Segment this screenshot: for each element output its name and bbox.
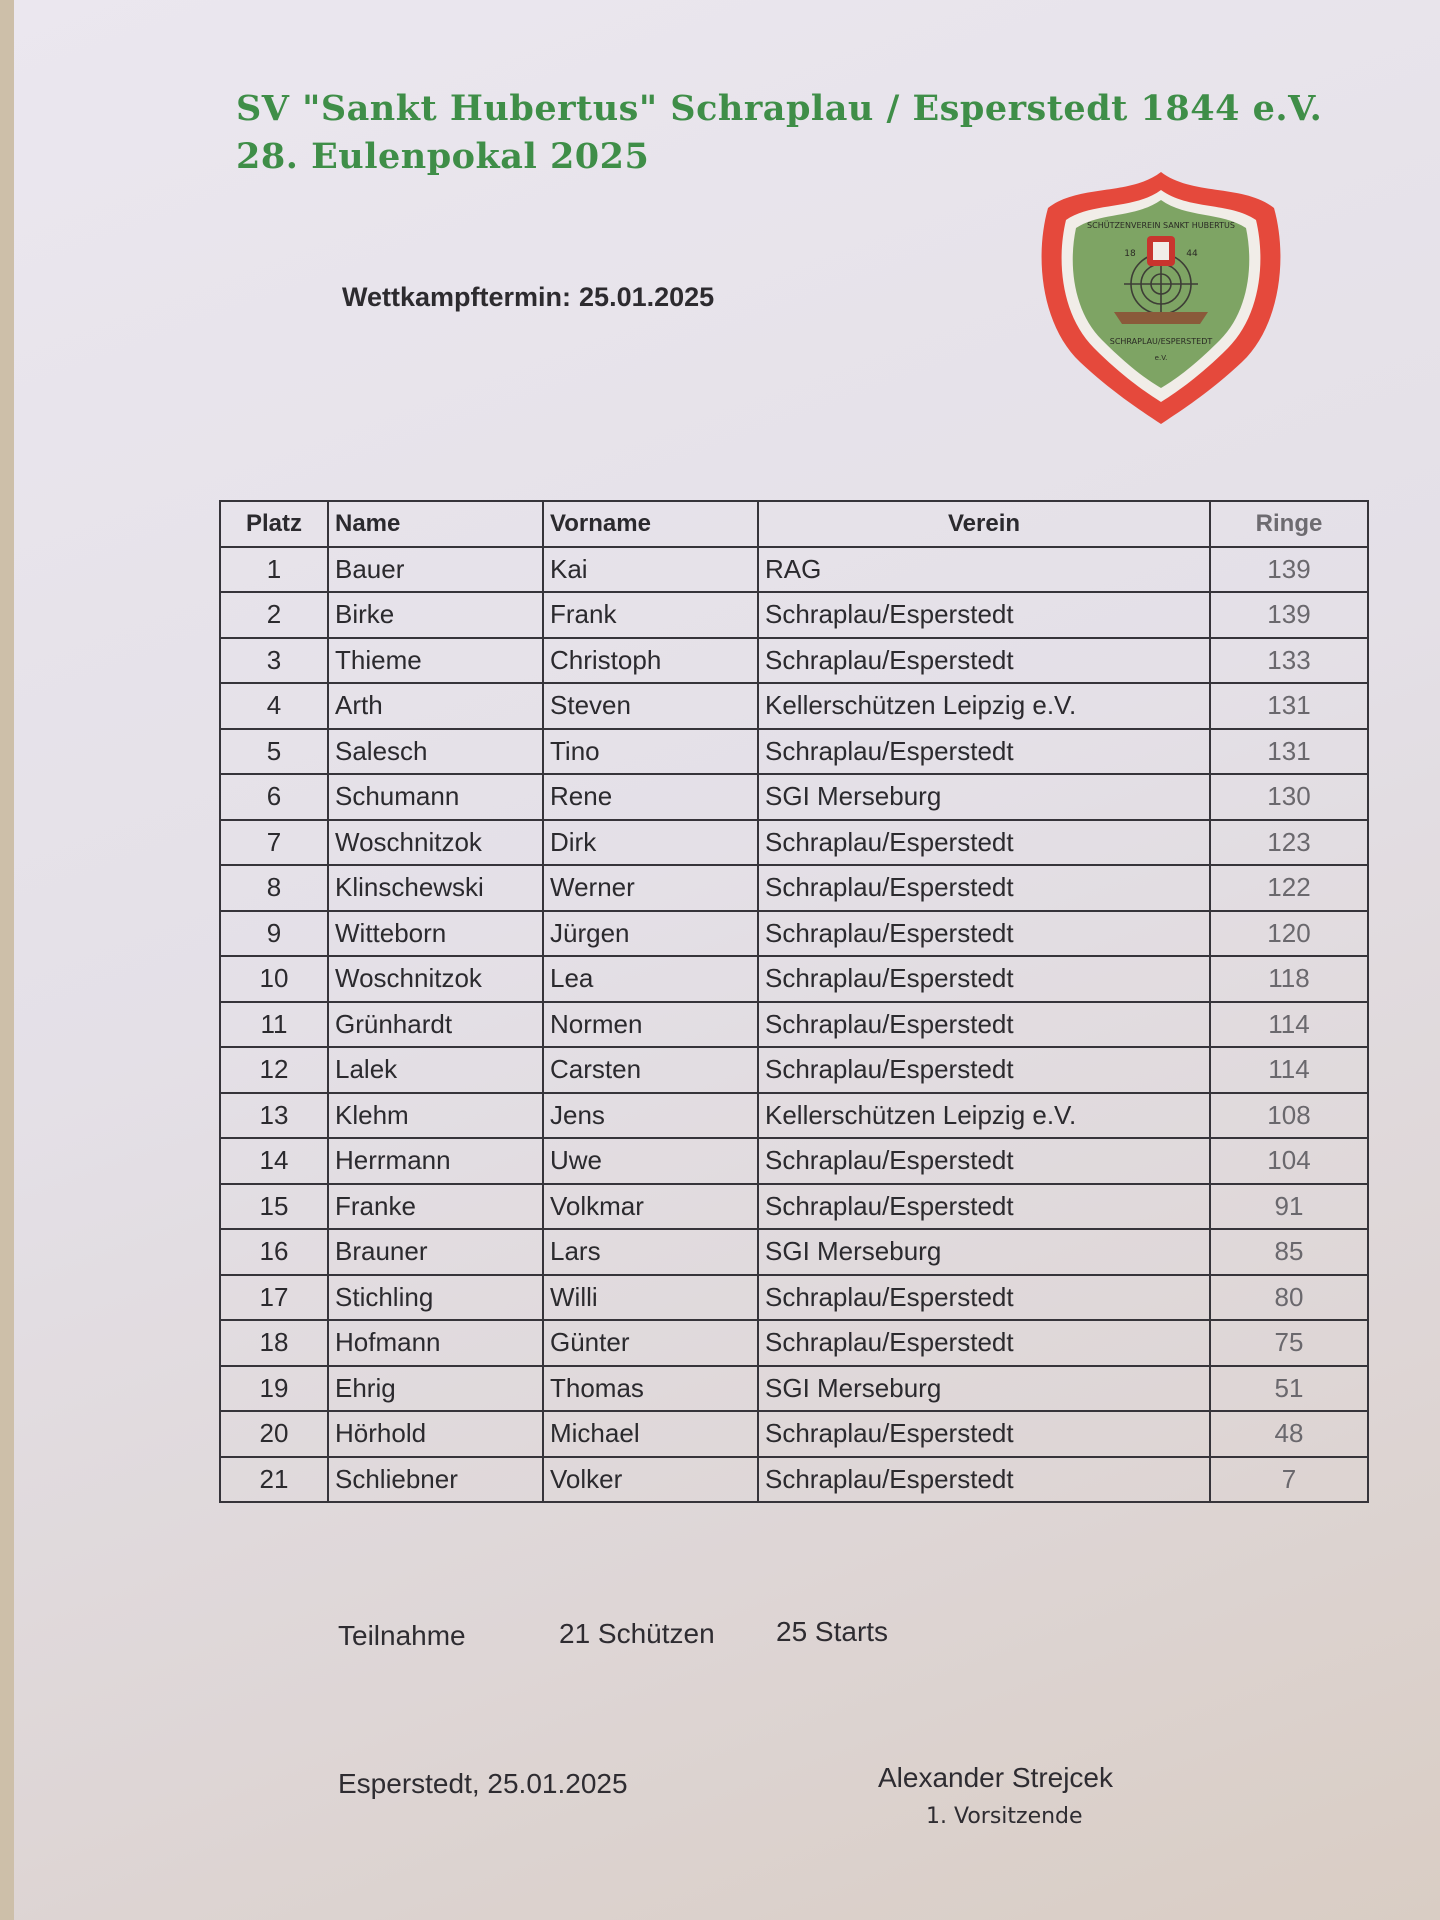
cell-vorname: Volker — [543, 1457, 758, 1503]
cell-name: Schliebner — [328, 1457, 543, 1503]
cell-ringe: 131 — [1210, 729, 1368, 775]
cell-vorname: Tino — [543, 729, 758, 775]
cell-verein: Schraplau/Esperstedt — [758, 1275, 1210, 1321]
table-row — [220, 1457, 1368, 1503]
cell-name: Klinschewski — [328, 865, 543, 911]
cell-vorname: Frank — [543, 592, 758, 638]
cell-platz: 10 — [220, 956, 328, 1002]
cell-name: Witteborn — [328, 911, 543, 957]
cell-platz: 17 — [220, 1275, 328, 1321]
cell-vorname: Normen — [543, 1002, 758, 1048]
cell-platz: 21 — [220, 1457, 328, 1503]
cell-verein: Schraplau/Esperstedt — [758, 729, 1210, 775]
cell-name: Brauner — [328, 1229, 543, 1275]
cell-verein: Schraplau/Esperstedt — [758, 865, 1210, 911]
cell-verein: Schraplau/Esperstedt — [758, 911, 1210, 957]
cell-ringe: 91 — [1210, 1184, 1368, 1230]
cell-vorname: Christoph — [543, 638, 758, 684]
cell-name: Stichling — [328, 1275, 543, 1321]
table-row — [220, 683, 1368, 729]
cell-ringe: 104 — [1210, 1138, 1368, 1184]
cell-name: Schumann — [328, 774, 543, 820]
table-row — [220, 638, 1368, 684]
cell-platz: 1 — [220, 547, 328, 593]
cell-vorname: Willi — [543, 1275, 758, 1321]
logo-text-top: SCHÜTZENVEREIN SANKT HUBERTUS — [1087, 221, 1235, 230]
table-row — [220, 1320, 1368, 1366]
participation-starts: 25 Starts — [776, 1616, 889, 1647]
competition-date-value: 25.01.2025 — [579, 282, 715, 312]
cell-ringe: 122 — [1210, 865, 1368, 911]
cell-platz: 8 — [220, 865, 328, 911]
results-table — [219, 500, 1369, 1503]
table-row — [220, 1411, 1368, 1457]
cell-verein: Schraplau/Esperstedt — [758, 1184, 1210, 1230]
table-row — [220, 1275, 1368, 1321]
cell-vorname: Lea — [543, 956, 758, 1002]
cell-platz: 18 — [220, 1320, 328, 1366]
cell-vorname: Rene — [543, 774, 758, 820]
club-shield-emblem-icon — [1034, 166, 1288, 430]
competition-date — [342, 282, 714, 313]
cell-ringe: 48 — [1210, 1411, 1368, 1457]
cell-name: Thieme — [328, 638, 543, 684]
cell-name: Woschnitzok — [328, 956, 543, 1002]
cell-vorname: Michael — [543, 1411, 758, 1457]
cell-platz: 20 — [220, 1411, 328, 1457]
cell-platz: 19 — [220, 1366, 328, 1412]
table-row — [220, 592, 1368, 638]
cell-name: Birke — [328, 592, 543, 638]
table-row — [220, 820, 1368, 866]
cell-verein: SGI Merseburg — [758, 1229, 1210, 1275]
cell-ringe: 114 — [1210, 1002, 1368, 1048]
cell-verein: Schraplau/Esperstedt — [758, 1047, 1210, 1093]
cell-name: Ehrig — [328, 1366, 543, 1412]
cell-platz: 11 — [220, 1002, 328, 1048]
table-header-row — [220, 501, 1368, 547]
cell-ringe: 7 — [1210, 1457, 1368, 1503]
results-body — [220, 547, 1368, 1503]
logo-year-left: 18 — [1124, 249, 1136, 259]
cell-vorname: Volkmar — [543, 1184, 758, 1230]
cell-ringe: 123 — [1210, 820, 1368, 866]
cell-vorname: Jens — [543, 1093, 758, 1139]
cell-name: Hörhold — [328, 1411, 543, 1457]
cell-verein: Schraplau/Esperstedt — [758, 820, 1210, 866]
participation-label: Teilnahme — [338, 1620, 466, 1651]
cell-name: Herrmann — [328, 1138, 543, 1184]
signer-name: Alexander Strejcek — [878, 1762, 1114, 1793]
club-title: SV "Sankt Hubertus" Schraplau / Esperstedt 1844 e.V. — [236, 88, 1323, 129]
competition-date-label: Wettkampftermin: — [342, 282, 572, 312]
cell-ringe: 85 — [1210, 1229, 1368, 1275]
cell-verein: Schraplau/Esperstedt — [758, 1411, 1210, 1457]
table-row — [220, 865, 1368, 911]
logo-text-bottom: SCHRAPLAU/ESPERSTEDT — [1109, 337, 1213, 346]
cell-ringe: 139 — [1210, 547, 1368, 593]
logo-text-suffix: e.V. — [1154, 354, 1168, 362]
column-header-platz: Platz — [220, 501, 328, 547]
cell-verein: RAG — [758, 547, 1210, 593]
table-row — [220, 1229, 1368, 1275]
cell-name: Bauer — [328, 547, 543, 593]
cell-vorname: Steven — [543, 683, 758, 729]
cell-vorname: Kai — [543, 547, 758, 593]
cell-verein: Kellerschützen Leipzig e.V. — [758, 683, 1210, 729]
cell-platz: 3 — [220, 638, 328, 684]
cell-verein: Schraplau/Esperstedt — [758, 1320, 1210, 1366]
cell-name: Lalek — [328, 1047, 543, 1093]
cell-ringe: 80 — [1210, 1275, 1368, 1321]
cell-platz: 15 — [220, 1184, 328, 1230]
cell-ringe: 131 — [1210, 683, 1368, 729]
table-row — [220, 1366, 1368, 1412]
cell-ringe: 114 — [1210, 1047, 1368, 1093]
cell-platz: 12 — [220, 1047, 328, 1093]
cell-ringe: 133 — [1210, 638, 1368, 684]
cell-name: Hofmann — [328, 1320, 543, 1366]
cell-vorname: Lars — [543, 1229, 758, 1275]
column-header-verein: Verein — [758, 501, 1210, 547]
cell-vorname: Günter — [543, 1320, 758, 1366]
cell-ringe: 139 — [1210, 592, 1368, 638]
table-row — [220, 1184, 1368, 1230]
cell-verein: SGI Merseburg — [758, 774, 1210, 820]
participation-shooters: 21 Schützen — [559, 1618, 715, 1649]
cell-vorname: Carsten — [543, 1047, 758, 1093]
cell-verein: Schraplau/Esperstedt — [758, 1002, 1210, 1048]
cell-verein: Schraplau/Esperstedt — [758, 1138, 1210, 1184]
table-row — [220, 911, 1368, 957]
event-title: 28. Eulenpokal 2025 — [236, 136, 650, 177]
cell-ringe: 51 — [1210, 1366, 1368, 1412]
table-row — [220, 547, 1368, 593]
cell-ringe: 118 — [1210, 956, 1368, 1002]
cell-platz: 14 — [220, 1138, 328, 1184]
cell-vorname: Dirk — [543, 820, 758, 866]
cell-ringe: 130 — [1210, 774, 1368, 820]
cell-name: Woschnitzok — [328, 820, 543, 866]
table-row — [220, 1093, 1368, 1139]
table-row — [220, 1138, 1368, 1184]
cell-verein: Schraplau/Esperstedt — [758, 956, 1210, 1002]
signer-role: 1. Vorsitzende — [926, 1804, 1083, 1829]
cell-name: Arth — [328, 683, 543, 729]
cell-name: Salesch — [328, 729, 543, 775]
cell-platz: 7 — [220, 820, 328, 866]
logo-year-right: 44 — [1186, 249, 1198, 259]
cell-vorname: Uwe — [543, 1138, 758, 1184]
cell-ringe: 108 — [1210, 1093, 1368, 1139]
column-header-name: Name — [328, 501, 543, 547]
table-row — [220, 1002, 1368, 1048]
place-and-date: Esperstedt, 25.01.2025 — [338, 1768, 628, 1799]
cell-verein: SGI Merseburg — [758, 1366, 1210, 1412]
cell-name: Klehm — [328, 1093, 543, 1139]
cell-vorname: Werner — [543, 865, 758, 911]
cell-vorname: Thomas — [543, 1366, 758, 1412]
cell-platz: 5 — [220, 729, 328, 775]
cell-ringe: 75 — [1210, 1320, 1368, 1366]
document-page — [14, 0, 1440, 1920]
cell-verein: Kellerschützen Leipzig e.V. — [758, 1093, 1210, 1139]
cell-platz: 6 — [220, 774, 328, 820]
cell-name: Grünhardt — [328, 1002, 543, 1048]
cell-name: Franke — [328, 1184, 543, 1230]
cell-verein: Schraplau/Esperstedt — [758, 638, 1210, 684]
table-row — [220, 774, 1368, 820]
table-row — [220, 956, 1368, 1002]
cell-ringe: 120 — [1210, 911, 1368, 957]
cell-platz: 16 — [220, 1229, 328, 1275]
column-header-ringe: Ringe — [1210, 501, 1368, 547]
cell-verein: Schraplau/Esperstedt — [758, 1457, 1210, 1503]
cell-vorname: Jürgen — [543, 911, 758, 957]
table-row — [220, 1047, 1368, 1093]
cell-platz: 2 — [220, 592, 328, 638]
cell-platz: 13 — [220, 1093, 328, 1139]
column-header-vorname: Vorname — [543, 501, 758, 547]
cell-verein: Schraplau/Esperstedt — [758, 592, 1210, 638]
cell-platz: 4 — [220, 683, 328, 729]
cell-platz: 9 — [220, 911, 328, 957]
table-row — [220, 729, 1368, 775]
